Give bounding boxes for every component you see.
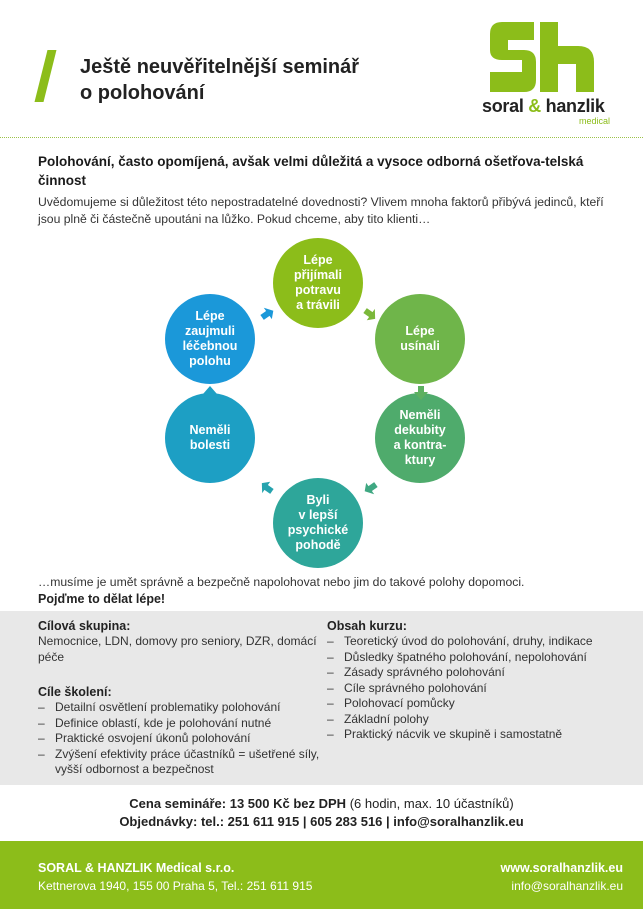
title-line-2: o polohování (80, 82, 205, 104)
logo-wordmark: soral & hanzlik (482, 96, 605, 116)
call-to-action: Pojďme to dělat lépe! (38, 592, 166, 606)
list-item: – Základní polohy (327, 712, 627, 728)
list-item: – Teoretický úvod do polohování, druhy, indikace (327, 634, 627, 650)
goals-list (38, 700, 320, 778)
footer-website-link[interactable]: www.soralhanzlik.eu (500, 861, 623, 875)
page-title (80, 54, 440, 106)
list-item: – Definice oblastí, kde je polohování nutné (38, 716, 320, 732)
course-content-section (327, 618, 627, 743)
outro-paragraph: …musíme je umět správně a bezpečně napolohovat nebo jim do takové polohy dopomoci. (38, 575, 525, 589)
header-divider (0, 137, 643, 138)
list-item: – Detailní osvětlení problematiky polohování (38, 700, 320, 716)
target-group-section (38, 618, 318, 665)
list-item: – Cíle správného polohování (327, 681, 627, 697)
lead-paragraph: Polohování, často opomíjená, avšak velmi důležitá a vysoce odborná ošetřova-telská činnost (38, 154, 584, 188)
target-group-text: Nemocnice, LDN, domovy pro seniory, DZR, domácí péče (38, 634, 317, 664)
cycle-node-sleep: Lépe usínali (375, 294, 465, 384)
course-content-list (327, 634, 627, 743)
footer-email-link[interactable]: info@soralhanzlik.eu (511, 879, 623, 893)
list-item: – Zásady správného polohování (327, 665, 627, 681)
title-slash-decoration (35, 50, 57, 102)
orders-line (0, 813, 643, 831)
cycle-node-bedsores: Neměli dekubity a kontra- ktury (375, 393, 465, 483)
list-item: – Důsledky špatného polohování, nepolohování (327, 650, 627, 666)
price-label: Cena semináře: 13 500 Kč bez DPH (129, 796, 347, 811)
list-item: – Praktické osvojení úkonů polohování (38, 731, 320, 747)
arrow-left-up-icon (259, 480, 275, 496)
price-block (0, 795, 643, 831)
course-content-heading: Obsah kurzu: (327, 619, 407, 633)
arrow-right-up-icon (259, 306, 275, 322)
target-group-heading: Cílová skupina: (38, 619, 131, 633)
goals-section (38, 684, 320, 778)
arrow-up-icon (202, 386, 218, 400)
company-logo (476, 18, 616, 128)
list-item: – Praktický nácvik ve skupině i samostatně (327, 727, 627, 743)
title-line-1: Ještě neuvěřitelnější seminář (80, 56, 360, 78)
footer (0, 841, 643, 909)
cycle-node-wellbeing: Byli v lepší psychické pohodě (273, 478, 363, 568)
cycle-node-position: Lépe zaujmuli léčebnou polohu (165, 294, 255, 384)
intro-paragraph: Uvědomujeme si důležitost této nepostradatelné dovednosti? Vlivem mnoha faktorů přibývá jedinců, kteří jsou plně či částečně upoutáni na lůžko. Pokud chceme, aby tito klienti… (38, 195, 604, 226)
cycle-node-pain: Neměli bolesti (165, 393, 255, 483)
arrow-down-icon (413, 386, 429, 400)
arrow-right-down-icon (362, 306, 378, 322)
arrow-left-down-icon (363, 480, 379, 496)
list-item: – Polohovací pomůcky (327, 696, 627, 712)
footer-address: Kettnerova 1940, 155 00 Praha 5, Tel.: 251 611 915 (38, 879, 313, 893)
cycle-node-food: Lépe přijímali potravu a trávili (273, 238, 363, 328)
goals-heading: Cíle školení: (38, 685, 112, 699)
logo-subtitle: medical (578, 116, 610, 126)
list-item: – Zvýšení efektivity práce účastníků = ušetřené síly, vyšší odbornost a bezpečnost (38, 747, 320, 778)
sh-logo-mark (488, 20, 598, 94)
orders-contact: Objednávky: tel.: 251 611 915 | 605 283 516 | info@soralhanzlik.eu (119, 814, 524, 829)
price-line (0, 795, 643, 813)
footer-company: SORAL & HANZLIK Medical s.r.o. (38, 861, 235, 875)
price-detail: (6 hodin, max. 10 účastníků) (349, 796, 514, 811)
